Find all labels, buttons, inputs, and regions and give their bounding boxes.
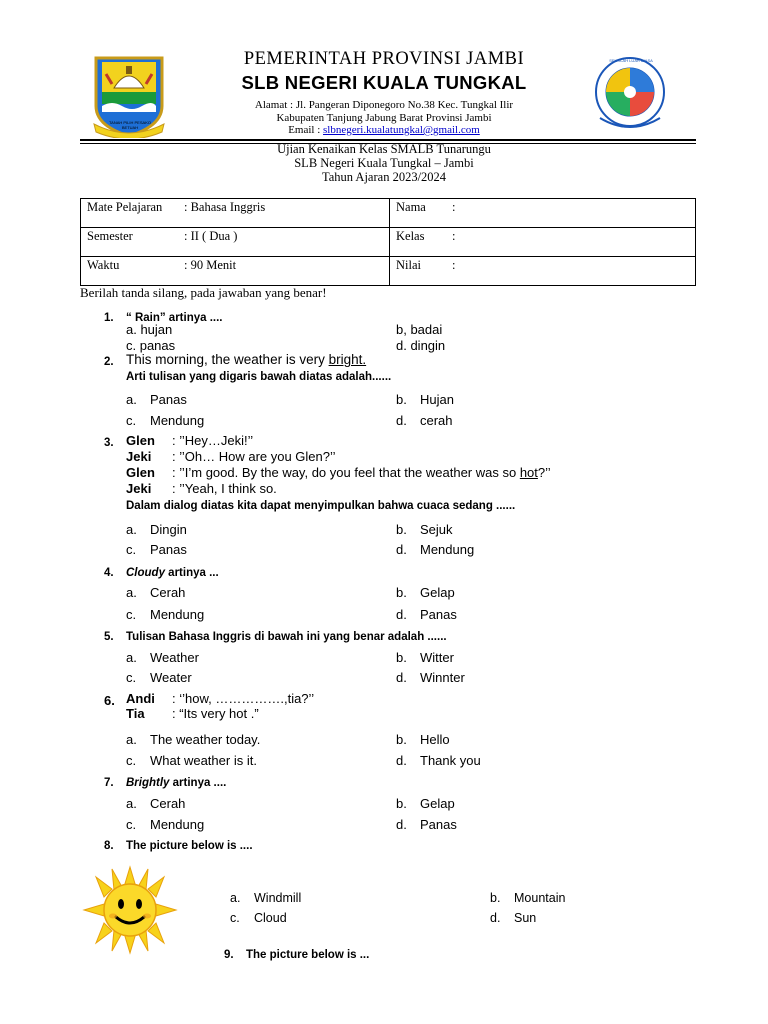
q3-b-text: Sejuk bbox=[420, 522, 453, 537]
score-colon: : bbox=[452, 258, 456, 272]
q3-c-text: Panas bbox=[150, 542, 187, 557]
q4-rest: artinya ... bbox=[164, 567, 219, 579]
score-field[interactable] bbox=[390, 257, 696, 286]
q4-a-letter: a. bbox=[126, 585, 137, 600]
q6-c-text: What weather is it. bbox=[150, 753, 257, 768]
q6-c-letter: c. bbox=[126, 753, 137, 768]
q8-option-b[interactable] bbox=[490, 891, 565, 905]
q4-b-text: Gelap bbox=[420, 585, 455, 600]
email-link[interactable]: slbnegeri.kualatungkal@gmail.com bbox=[323, 124, 480, 136]
q3-dialog-line4 bbox=[126, 481, 277, 496]
q3-line4-text: : ’’Yeah, I think so. bbox=[172, 481, 277, 496]
q3-speaker4: Jeki bbox=[126, 481, 152, 496]
q8-a-letter: a. bbox=[230, 891, 241, 905]
q8-c-text: Cloud bbox=[254, 911, 287, 925]
q8-d-letter: d. bbox=[490, 911, 501, 925]
name-field[interactable] bbox=[390, 199, 696, 228]
q7-text bbox=[126, 775, 226, 791]
semester-value: : II ( Dua ) bbox=[184, 229, 238, 243]
q2-b-letter: b. bbox=[396, 392, 407, 407]
q4-option-d[interactable] bbox=[396, 607, 457, 622]
q6-speaker1: Andi bbox=[126, 691, 155, 706]
letterhead-divider-thick bbox=[80, 139, 696, 141]
subject-value: : Bahasa Inggris bbox=[184, 200, 266, 214]
q3-dialog-line1 bbox=[126, 433, 253, 448]
q4-italic-word: Cloudy bbox=[126, 567, 165, 579]
q7-option-a[interactable] bbox=[126, 796, 185, 811]
school-emblem bbox=[590, 56, 670, 132]
q8-b-letter: b. bbox=[490, 891, 501, 905]
q3-d-text: Mendung bbox=[420, 542, 475, 557]
q2-option-a[interactable] bbox=[126, 392, 187, 407]
q2-c-letter: c. bbox=[126, 413, 137, 428]
class-field[interactable] bbox=[390, 228, 696, 257]
time-label: Waktu bbox=[87, 258, 120, 272]
q7-a-letter: a. bbox=[126, 796, 137, 811]
q7-b-letter: b. bbox=[396, 796, 407, 811]
q7-c-text: Mendung bbox=[150, 817, 205, 832]
sun-image bbox=[80, 865, 180, 955]
q6-b-letter: b. bbox=[396, 732, 407, 747]
q3-option-c[interactable] bbox=[126, 542, 187, 557]
q4-option-b[interactable] bbox=[396, 585, 455, 600]
q6-line2-text: : “Its very hot .” bbox=[172, 706, 259, 721]
q8-d-text: Sun bbox=[514, 911, 537, 925]
q3-option-b[interactable] bbox=[396, 522, 453, 537]
q6-number: 6. bbox=[104, 693, 115, 708]
q3-line3-text: : ’’I’m good. By the way, do you feel that the weather was so bbox=[172, 465, 520, 480]
info-row-time bbox=[81, 257, 696, 286]
q5-c-text: Weater bbox=[150, 670, 192, 685]
time-value: : 90 Menit bbox=[184, 258, 237, 272]
q6-a-letter: a. bbox=[126, 732, 137, 747]
q3-c-letter: c. bbox=[126, 542, 137, 557]
q6-b-text: Hello bbox=[420, 732, 450, 747]
q1-option-d[interactable]: d. dingin bbox=[396, 338, 446, 353]
q9-text: The picture below is ... bbox=[246, 949, 370, 961]
q5-text: Tulisan Bahasa Inggris di bawah ini yang benar adalah ...... bbox=[126, 631, 447, 643]
class-label: Kelas bbox=[396, 229, 425, 243]
q3-b-letter: b. bbox=[396, 522, 407, 537]
info-row-semester bbox=[81, 228, 696, 257]
letterhead-address-line1: Alamat : Jl. Pangeran Diponegoro No.38 Kec. Tungkal Ilir bbox=[254, 99, 514, 111]
name-colon: : bbox=[452, 200, 456, 214]
province-emblem-motto: TANAH PILIH PESAKO BETUAH bbox=[109, 120, 151, 130]
q8-option-a[interactable] bbox=[230, 891, 301, 905]
q2-text bbox=[126, 352, 366, 368]
q6-option-a[interactable] bbox=[126, 732, 260, 747]
q7-a-text: Cerah bbox=[150, 796, 186, 811]
instruction: Berilah tanda silang, pada jawaban yang benar! bbox=[80, 285, 327, 300]
q6-line1-text: : ‘’how, …………….,tia?’’ bbox=[172, 691, 315, 706]
q5-option-b[interactable] bbox=[396, 650, 454, 665]
q7-rest: artinya .... bbox=[169, 777, 227, 789]
q5-option-d[interactable] bbox=[396, 670, 465, 685]
q3-number: 3. bbox=[104, 437, 114, 449]
q2-option-b[interactable] bbox=[396, 392, 454, 407]
q4-c-letter: c. bbox=[126, 607, 137, 622]
q1-option-a[interactable]: a. hujan bbox=[126, 322, 173, 337]
q7-option-c[interactable] bbox=[126, 817, 204, 832]
q2-number: 2. bbox=[104, 356, 114, 368]
q2-underlined-word: bright. bbox=[328, 352, 367, 367]
q3-line3-end: ?’’ bbox=[537, 465, 551, 480]
class-colon: : bbox=[452, 229, 456, 243]
q3-a-letter: a. bbox=[126, 522, 137, 537]
q2-a-letter: a. bbox=[126, 392, 137, 407]
q7-option-b[interactable] bbox=[396, 796, 455, 811]
q7-b-text: Gelap bbox=[420, 796, 455, 811]
q5-number: 5. bbox=[104, 631, 114, 643]
email-label: Email : bbox=[288, 124, 324, 136]
q4-option-c[interactable] bbox=[126, 607, 204, 622]
student-info-table bbox=[80, 198, 696, 286]
q1-text: “ Rain” artinya .... bbox=[126, 312, 223, 324]
q7-italic-word: Brightly bbox=[126, 777, 170, 789]
q8-number: 8. bbox=[104, 840, 114, 852]
q3-speaker3: Glen bbox=[126, 465, 155, 480]
q8-option-d[interactable] bbox=[490, 911, 536, 925]
q2-c-text: Mendung bbox=[150, 413, 205, 428]
q3-dialog-line2 bbox=[126, 449, 336, 464]
letterhead-school-name: SLB NEGERI KUALA TUNGKAL bbox=[241, 72, 527, 93]
q8-a-text: Windmill bbox=[254, 891, 302, 905]
q3-option-d[interactable] bbox=[396, 542, 474, 557]
q5-c-letter: c. bbox=[126, 670, 137, 685]
q3-line1-text: : ’’Hey…Jeki!’’ bbox=[172, 433, 254, 448]
q4-number: 4. bbox=[104, 567, 114, 579]
q7-number: 7. bbox=[104, 777, 114, 789]
school-emblem-text: SEKOLAH LUAR BIASA bbox=[609, 58, 653, 63]
q8-b-text: Mountain bbox=[514, 891, 566, 905]
q3-a-text: Dingin bbox=[150, 522, 187, 537]
q3-speaker2: Jeki bbox=[126, 449, 152, 464]
q5-a-letter: a. bbox=[126, 650, 137, 665]
q5-b-text: Witter bbox=[420, 650, 454, 665]
q6-d-text: Thank you bbox=[420, 753, 481, 768]
q6-option-d[interactable] bbox=[396, 753, 481, 768]
q1-number: 1. bbox=[104, 312, 114, 324]
q6-dialog-line2 bbox=[126, 706, 259, 721]
q4-b-letter: b. bbox=[396, 585, 407, 600]
q2-b-text: Hujan bbox=[420, 392, 454, 407]
q2-a-text: Panas bbox=[150, 392, 187, 407]
q2-option-d[interactable] bbox=[396, 413, 453, 428]
q3-dialog-line3 bbox=[126, 465, 551, 480]
q4-text bbox=[126, 565, 219, 581]
exam-school: SLB Negeri Kuala Tungkal – Jambi bbox=[294, 156, 474, 170]
q7-option-d[interactable] bbox=[396, 817, 457, 832]
q4-d-letter: d. bbox=[396, 607, 407, 622]
q2-d-text: cerah bbox=[420, 413, 453, 428]
q7-c-letter: c. bbox=[126, 817, 137, 832]
q2-d-letter: d. bbox=[396, 413, 407, 428]
name-label: Nama bbox=[396, 200, 426, 214]
q2-subquestion: Arti tulisan yang digaris bawah diatas adalah...... bbox=[126, 371, 392, 383]
subject-label: Mate Pelajaran bbox=[87, 200, 163, 214]
q1-option-b[interactable]: b, badai bbox=[396, 322, 443, 337]
q5-option-c[interactable] bbox=[126, 670, 192, 685]
q9-number: 9. bbox=[224, 949, 234, 961]
score-label: Nilai bbox=[396, 258, 421, 272]
q3-underlined-word: hot bbox=[519, 465, 538, 480]
q7-d-text: Panas bbox=[420, 817, 457, 832]
q6-a-text: The weather today. bbox=[150, 732, 261, 747]
exam-year: Tahun Ajaran 2023/2024 bbox=[321, 170, 447, 184]
q5-a-text: Weather bbox=[150, 650, 199, 665]
letterhead-address-line2: Kabupaten Tanjung Jabung Barat Provinsi Jambi bbox=[276, 112, 492, 124]
q6-option-c[interactable] bbox=[126, 753, 257, 768]
q3-line2-text: : ’’Oh… How are you Glen?’’ bbox=[172, 449, 336, 464]
q2-option-c[interactable] bbox=[126, 413, 204, 428]
q5-option-a[interactable] bbox=[126, 650, 199, 665]
q6-dialog-line1 bbox=[126, 691, 314, 706]
q4-a-text: Cerah bbox=[150, 585, 186, 600]
exam-title: Ujian Kenaikan Kelas SMALB Tunarungu bbox=[277, 142, 491, 156]
q6-speaker2: Tia bbox=[126, 706, 145, 721]
q5-d-text: Winnter bbox=[420, 670, 465, 685]
q3-speaker1: Glen bbox=[126, 433, 155, 448]
q6-option-b[interactable] bbox=[396, 732, 450, 747]
q6-d-letter: d. bbox=[396, 753, 407, 768]
q4-c-text: Mendung bbox=[150, 607, 205, 622]
q8-text: The picture below is .... bbox=[126, 840, 253, 852]
q3-subquestion: Dalam dialog diatas kita dapat menyimpulkan bahwa cuaca sedang ...... bbox=[126, 500, 516, 512]
q3-option-a[interactable] bbox=[126, 522, 187, 537]
q4-option-a[interactable] bbox=[126, 585, 185, 600]
q4-d-text: Panas bbox=[420, 607, 457, 622]
q7-d-letter: d. bbox=[396, 817, 407, 832]
q5-b-letter: b. bbox=[396, 650, 407, 665]
q1-option-c[interactable]: c. panas bbox=[126, 338, 176, 353]
info-row-subject bbox=[81, 199, 696, 228]
semester-label: Semester bbox=[87, 229, 133, 243]
q3-d-letter: d. bbox=[396, 542, 407, 557]
q8-option-c[interactable] bbox=[230, 911, 287, 925]
q2-text-main: This morning, the weather is very bbox=[126, 352, 329, 367]
letterhead-government: PEMERINTAH PROVINSI JAMBI bbox=[243, 49, 525, 69]
q8-c-letter: c. bbox=[230, 911, 240, 925]
q5-d-letter: d. bbox=[396, 670, 407, 685]
